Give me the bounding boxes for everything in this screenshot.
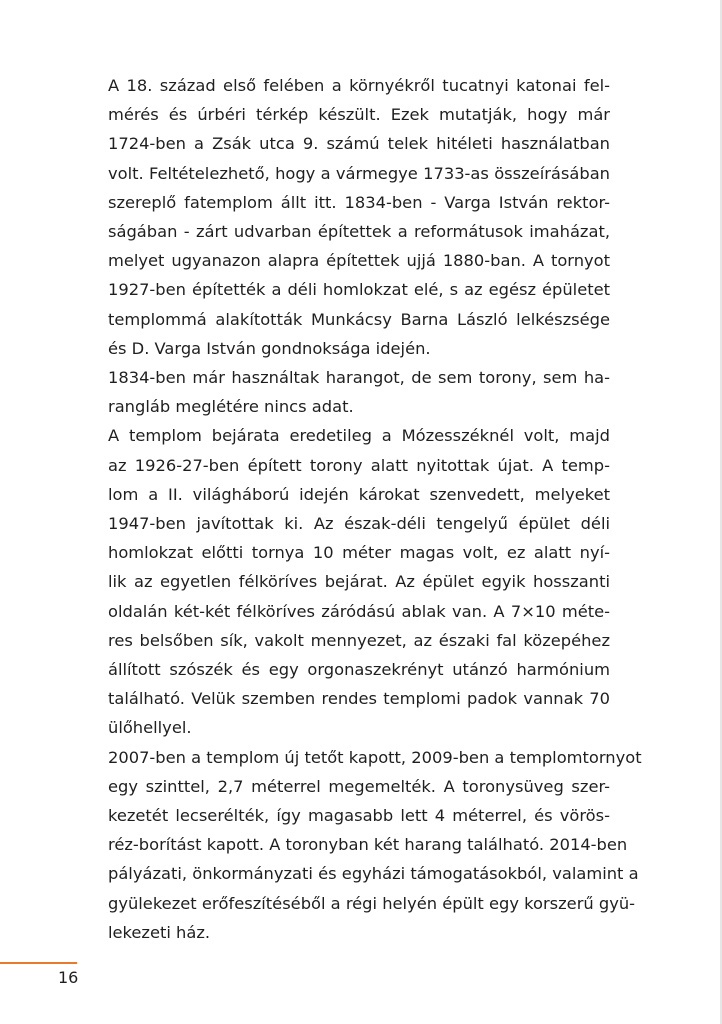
text-line: A 18. század első felében a környékről tucatnyi katonai fel- <box>108 76 610 95</box>
text-line: res belsőben sík, vakolt mennyezet, az északi fal közepéhez <box>108 630 610 650</box>
text-line: 1927-ben építették a déli homlokzat elé, s az egész épületet <box>108 280 610 300</box>
text-line: gyülekezet erőfeszítéséből a régi helyén épült egy korszerű gyü- <box>108 893 636 913</box>
text-line: 1947-ben javítottak ki. Az észak-déli tengelyű épület déli <box>108 514 610 534</box>
text-line: ságában - zárt udvarban építettek a reformátusok imaházat, <box>108 222 610 242</box>
text-line: 1724-ben a Zsák utca 9. számú telek hitéleti használatban <box>108 134 610 154</box>
text-line: pályázati, önkormányzati és egyházi támogatásokból, valamint a <box>108 864 639 884</box>
text-line: szereplő fatemplom állt itt. 1834-ben - Varga István rektor- <box>108 192 610 212</box>
text-line: oldalán két-két félköríves záródású ablak van. A 7×10 méte- <box>108 601 610 621</box>
text-line: melyet ugyanazon alapra építettek ujjá 1880-ban. A tornyot <box>108 251 610 271</box>
text-line: kezetét lecserélték, így magasabb lett 4 méterrel, és vörös- <box>108 806 610 826</box>
text-line: mérés és úrbéri térkép készült. Ezek mutatják, hogy már <box>108 105 610 125</box>
text-line: A templom bejárata eredetileg a Mózesszéknél volt, majd <box>108 426 610 446</box>
text-line: ülőhellyel. <box>108 718 192 738</box>
text-line: egy szinttel, 2,7 méterrel megemelték. A toronysüveg szer- <box>108 776 610 796</box>
text-line: réz-borítást kapott. A toronyban két harang található. 2014-ben <box>108 835 628 855</box>
text-line: állított szószék és egy orgonaszekrényt utánzó harmónium <box>108 660 610 680</box>
footer-accent-rule <box>0 962 77 964</box>
text-line: lom a II. világháború idején károkat szenvedett, melyeket <box>108 484 610 504</box>
text-line: volt. Feltételezhető, hogy a vármegye 1733-as összeírásában <box>108 163 610 183</box>
text-line: és D. Varga István gondnoksága idején. <box>108 338 431 358</box>
text-line: homlokzat előtti tornya 10 méter magas volt, ez alatt nyí- <box>108 543 610 563</box>
text-line: található. Velük szemben rendes templomi padok vannak 70 <box>108 689 610 709</box>
text-line: 2007-ben a templom új tetőt kapott, 2009-ben a templomtornyot <box>108 747 642 767</box>
text-line: rangláb meglétére nincs adat. <box>108 397 354 417</box>
text-line: templommá alakították Munkácsy Barna László lelkészsége <box>108 309 610 329</box>
text-line: lik az egyetlen félköríves bejárat. Az épület egyik hosszanti <box>108 572 610 592</box>
page-number: 16 <box>58 968 79 987</box>
text-line: az 1926-27-ben épített torony alatt nyitottak újat. A temp- <box>108 455 610 475</box>
body-text <box>108 71 642 947</box>
text-line: lekezeti ház. <box>108 922 211 942</box>
text-line: 1834-ben már használtak harangot, de sem torony, sem ha- <box>108 368 610 388</box>
